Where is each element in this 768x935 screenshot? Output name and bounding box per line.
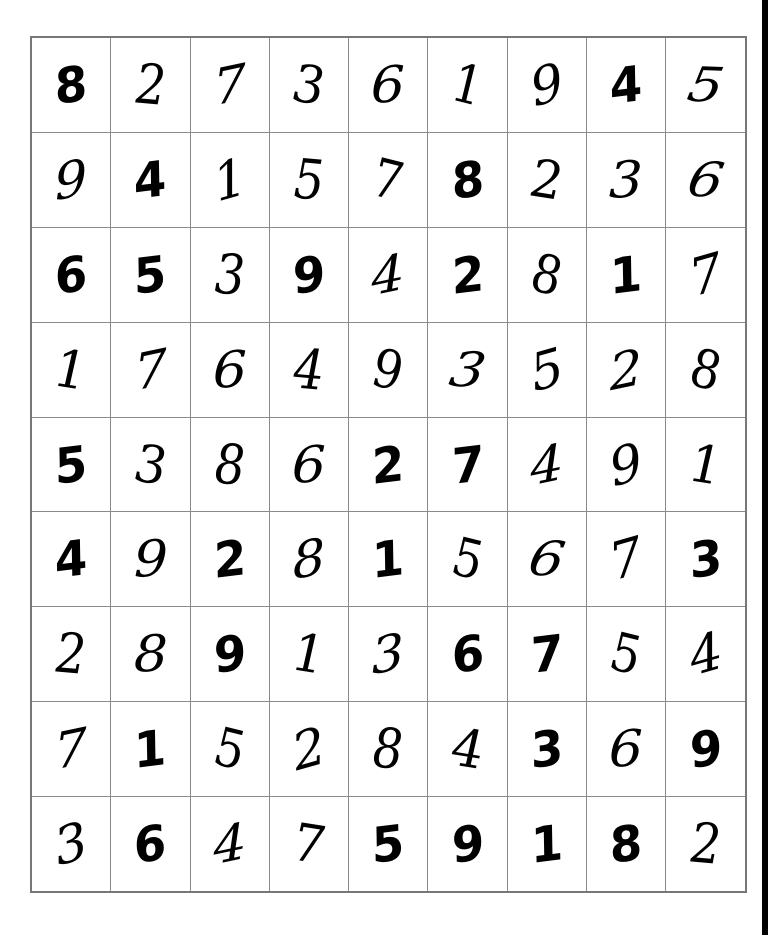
sudoku-cell[interactable]: [190, 322, 269, 417]
sudoku-cell[interactable]: [190, 702, 269, 797]
sudoku-cell[interactable]: [190, 227, 269, 322]
sudoku-cell[interactable]: [666, 702, 746, 797]
sudoku-cell[interactable]: [428, 417, 507, 512]
sudoku-cell[interactable]: [190, 797, 269, 892]
handwritten-digit: 9: [525, 51, 569, 119]
printed-digit: 6: [54, 243, 88, 306]
sudoku-cell-inner: [428, 133, 506, 227]
sudoku-cell[interactable]: [190, 417, 269, 512]
sudoku-cell[interactable]: [428, 512, 507, 607]
sudoku-cell-inner: [191, 418, 269, 512]
sudoku-cell[interactable]: [666, 607, 746, 702]
sudoku-cell-inner: [32, 797, 110, 891]
sudoku-cell[interactable]: [269, 702, 348, 797]
handwritten-digit: 2: [287, 715, 331, 783]
handwritten-digit: 1: [54, 336, 88, 403]
printed-digit: 2: [213, 528, 247, 591]
sudoku-cell-inner: [428, 228, 506, 322]
handwritten-digit: 2: [530, 146, 564, 213]
sudoku-cell-inner: [270, 702, 348, 796]
sudoku-cell-inner: [32, 38, 110, 132]
sudoku-cell-inner: [587, 133, 665, 227]
handwritten-digit: 5: [450, 524, 485, 595]
handwritten-digit: 1: [292, 621, 326, 688]
sudoku-cell[interactable]: [666, 417, 746, 512]
printed-digit: 6: [450, 623, 485, 686]
sudoku-row: [31, 607, 746, 702]
handwritten-digit: 2: [608, 337, 645, 402]
sudoku-cell[interactable]: [349, 227, 428, 322]
sudoku-cell-inner: [191, 133, 269, 227]
sudoku-cell-inner: [111, 323, 189, 417]
sudoku-cell-inner: [270, 38, 348, 132]
sudoku-cell-inner: [270, 797, 348, 891]
sudoku-cell[interactable]: [507, 132, 586, 227]
sudoku-cell-inner: [270, 418, 348, 512]
printed-digit: 1: [530, 813, 564, 875]
handwritten-digit: 4: [528, 432, 565, 497]
sudoku-cell-inner: [32, 702, 110, 796]
sudoku-cell[interactable]: [31, 607, 111, 702]
sudoku-cell-inner: [111, 133, 189, 227]
sudoku-cell-inner: [270, 607, 348, 701]
printed-digit: 1: [133, 718, 168, 780]
handwritten-digit: 7: [292, 811, 326, 877]
handwritten-digit: 2: [55, 620, 87, 688]
handwritten-digit: 6: [524, 531, 570, 588]
sudoku-cell-inner: [587, 512, 665, 606]
handwritten-digit: 4: [450, 716, 485, 783]
printed-digit: 9: [292, 243, 326, 306]
sudoku-cell-inner: [111, 702, 189, 796]
sudoku-cell[interactable]: [666, 37, 746, 132]
printed-digit: 3: [530, 718, 564, 780]
handwritten-digit: 6: [683, 151, 728, 209]
handwritten-digit: 4: [211, 811, 248, 877]
sudoku-cell-inner: [508, 228, 586, 322]
sudoku-cell[interactable]: [111, 37, 190, 132]
sudoku-cell[interactable]: [190, 37, 269, 132]
handwritten-digit: 2: [134, 51, 167, 119]
handwritten-digit: 4: [293, 336, 325, 403]
sudoku-cell[interactable]: [190, 607, 269, 702]
sudoku-row: [31, 37, 746, 132]
sudoku-cell-inner: [349, 607, 427, 701]
printed-digit: 9: [213, 623, 247, 686]
sudoku-cell[interactable]: [269, 417, 348, 512]
sudoku-cell-inner: [191, 512, 269, 606]
handwritten-digit: 6: [609, 719, 644, 780]
sudoku-cell-inner: [111, 512, 189, 606]
sudoku-cell[interactable]: [349, 37, 428, 132]
sudoku-cell[interactable]: [349, 322, 428, 417]
printed-digit: 4: [133, 149, 168, 211]
sudoku-cell[interactable]: [31, 797, 111, 892]
sudoku-cell[interactable]: [269, 37, 348, 132]
sudoku-cell[interactable]: [111, 417, 190, 512]
sudoku-cell[interactable]: [507, 417, 586, 512]
sudoku-cell[interactable]: [587, 797, 666, 892]
sudoku-cell-inner: [349, 133, 427, 227]
sudoku-cell[interactable]: [587, 702, 666, 797]
sudoku-cell-inner: [349, 702, 427, 796]
sudoku-cell-inner: [666, 418, 744, 512]
printed-digit: 7: [450, 433, 485, 496]
sudoku-cell[interactable]: [507, 227, 586, 322]
handwritten-digit: 9: [371, 334, 406, 405]
sudoku-cell-inner: [349, 38, 427, 132]
handwritten-digit: 3: [370, 622, 407, 687]
handwritten-digit: 7: [53, 716, 90, 782]
sudoku-cell-inner: [270, 512, 348, 606]
sudoku-cell[interactable]: [507, 702, 586, 797]
handwritten-digit: 9: [53, 147, 90, 213]
sudoku-cell-inner: [270, 133, 348, 227]
sudoku-cell[interactable]: [349, 512, 428, 607]
sudoku-row: [31, 512, 746, 607]
handwritten-digit: 7: [683, 241, 728, 309]
handwritten-digit: 7: [371, 145, 406, 215]
sudoku-cell[interactable]: [269, 322, 348, 417]
sudoku-cell-inner: [508, 607, 586, 701]
handwritten-digit: 1: [688, 431, 723, 498]
sudoku-cell-inner: [587, 797, 665, 891]
sudoku-cell[interactable]: [666, 797, 746, 892]
sudoku-cell-inner: [349, 797, 427, 891]
sudoku-cell[interactable]: [587, 37, 666, 132]
printed-digit: 5: [54, 433, 88, 496]
sudoku-cell-inner: [191, 607, 269, 701]
sudoku-cell[interactable]: [190, 512, 269, 607]
sudoku-cell-inner: [508, 133, 586, 227]
sudoku-cell[interactable]: [428, 322, 507, 417]
sudoku-cell[interactable]: [428, 702, 507, 797]
handwritten-digit: 3: [133, 431, 168, 498]
sudoku-cell[interactable]: [587, 227, 666, 322]
sudoku-cell-inner: [428, 512, 506, 606]
sudoku-row: [31, 797, 746, 892]
sudoku-cell[interactable]: [269, 607, 348, 702]
printed-digit: 8: [609, 813, 643, 875]
sudoku-cell[interactable]: [269, 227, 348, 322]
handwritten-digit: 8: [530, 239, 564, 310]
sudoku-cell-inner: [508, 323, 586, 417]
sudoku-cell-inner: [587, 702, 665, 796]
printed-digit: 2: [371, 433, 406, 496]
printed-digit: 5: [371, 813, 406, 875]
sudoku-grid-body: [31, 37, 746, 892]
sudoku-cell[interactable]: [349, 702, 428, 797]
sudoku-cell-inner: [191, 797, 269, 891]
sudoku-cell[interactable]: [269, 512, 348, 607]
sudoku-cell[interactable]: [349, 797, 428, 892]
sudoku-cell-inner: [508, 797, 586, 891]
handwritten-digit: 8: [133, 624, 168, 685]
sudoku-cell[interactable]: [587, 417, 666, 512]
printed-digit: 6: [133, 813, 168, 875]
sudoku-row: [31, 702, 746, 797]
handwritten-digit: 5: [525, 335, 569, 404]
sudoku-cell[interactable]: [666, 227, 746, 322]
sudoku-cell[interactable]: [269, 132, 348, 227]
sudoku-cell[interactable]: [587, 322, 666, 417]
sudoku-cell-inner: [587, 323, 665, 417]
printed-digit: 4: [609, 54, 643, 116]
sudoku-cell-inner: [111, 607, 189, 701]
sudoku-cell-inner: [32, 133, 110, 227]
printed-digit: 8: [450, 149, 485, 211]
sudoku-cell-inner: [32, 607, 110, 701]
sudoku-cell-inner: [349, 323, 427, 417]
sudoku-cell[interactable]: [31, 512, 111, 607]
right-edge-bar: [762, 0, 768, 935]
sudoku-cell[interactable]: [111, 702, 190, 797]
sudoku-cell-inner: [349, 512, 427, 606]
sudoku-cell[interactable]: [111, 512, 190, 607]
printed-digit: 1: [609, 243, 643, 306]
handwritten-digit: 3: [213, 241, 246, 309]
sudoku-cell[interactable]: [31, 417, 111, 512]
sudoku-cell[interactable]: [507, 607, 586, 702]
sudoku-cell-inner: [666, 228, 744, 322]
sudoku-row: [31, 132, 746, 227]
sudoku-cell-inner: [349, 228, 427, 322]
sudoku-cell[interactable]: [111, 132, 190, 227]
sudoku-cell[interactable]: [111, 322, 190, 417]
handwritten-digit: 4: [370, 242, 407, 307]
printed-digit: 9: [450, 813, 485, 875]
sudoku-row: [31, 417, 746, 512]
sudoku-cell-inner: [111, 797, 189, 891]
sudoku-cell[interactable]: [349, 607, 428, 702]
sudoku-cell-inner: [32, 418, 110, 512]
sudoku-cell[interactable]: [507, 37, 586, 132]
sudoku-cell-inner: [270, 323, 348, 417]
handwritten-digit: 8: [372, 715, 405, 783]
handwritten-digit: 7: [604, 525, 648, 594]
sudoku-cell[interactable]: [428, 607, 507, 702]
printed-digit: 5: [133, 243, 168, 306]
handwritten-digit: 4: [683, 620, 728, 688]
sudoku-cell-inner: [428, 418, 506, 512]
sudoku-cell-inner: [666, 607, 744, 701]
sudoku-cell-inner: [111, 38, 189, 132]
printed-digit: 4: [54, 528, 88, 591]
sudoku-cell-inner: [428, 797, 506, 891]
sudoku-cell-inner: [32, 512, 110, 606]
sudoku-cell-inner: [191, 38, 269, 132]
printed-digit: 7: [530, 623, 564, 686]
sudoku-cell[interactable]: [587, 132, 666, 227]
sudoku-cell[interactable]: [31, 702, 111, 797]
sudoku-cell-inner: [428, 607, 506, 701]
sudoku-cell-inner: [666, 512, 744, 606]
sudoku-cell[interactable]: [428, 132, 507, 227]
sudoku-cell[interactable]: [111, 227, 190, 322]
sudoku-cell-inner: [111, 228, 189, 322]
handwritten-digit: 5: [683, 56, 728, 114]
sudoku-cell[interactable]: [587, 512, 666, 607]
sudoku-grid-container: [30, 36, 735, 881]
handwritten-digit: 3: [445, 341, 490, 398]
sudoku-cell[interactable]: [31, 227, 111, 322]
handwritten-digit: 7: [211, 52, 248, 118]
sudoku-cell-inner: [32, 228, 110, 322]
sudoku-cell-inner: [428, 323, 506, 417]
sudoku-cell-inner: [191, 323, 269, 417]
sudoku-cell-inner: [666, 702, 744, 796]
sudoku-cell-inner: [349, 418, 427, 512]
handwritten-digit: 5: [609, 619, 643, 690]
handwritten-digit: 7: [132, 337, 169, 402]
sudoku-cell[interactable]: [666, 322, 746, 417]
sudoku-cell-inner: [508, 702, 586, 796]
sudoku-cell[interactable]: [111, 797, 190, 892]
sudoku-cell[interactable]: [111, 607, 190, 702]
handwritten-digit: 8: [688, 334, 723, 405]
sudoku-cell[interactable]: [666, 132, 746, 227]
sudoku-cell-inner: [666, 38, 744, 132]
sudoku-cell-inner: [508, 418, 586, 512]
printed-digit: 2: [450, 243, 485, 306]
sudoku-cell[interactable]: [269, 797, 348, 892]
sudoku-cell[interactable]: [190, 132, 269, 227]
sudoku-cell[interactable]: [507, 797, 586, 892]
handwritten-digit: 3: [49, 810, 93, 878]
handwritten-digit: 2: [689, 810, 722, 878]
sudoku-cell-inner: [111, 418, 189, 512]
sudoku-cell[interactable]: [587, 607, 666, 702]
sudoku-cell-inner: [428, 702, 506, 796]
sudoku-cell-inner: [666, 797, 744, 891]
sudoku-cell-inner: [666, 133, 744, 227]
sudoku-cell[interactable]: [31, 132, 111, 227]
handwritten-digit: 3: [609, 149, 644, 210]
handwritten-digit: 5: [213, 714, 247, 784]
printed-digit: 8: [54, 54, 88, 116]
handwritten-digit: 6: [291, 434, 327, 495]
sudoku-cell-inner: [587, 38, 665, 132]
printed-digit: 1: [371, 528, 406, 591]
handwritten-digit: 8: [213, 431, 246, 498]
sudoku-cell-inner: [587, 607, 665, 701]
sudoku-cell[interactable]: [349, 417, 428, 512]
sudoku-cell-inner: [666, 323, 744, 417]
handwritten-digit: 6: [371, 54, 406, 115]
sudoku-cell-inner: [428, 38, 506, 132]
printed-digit: 3: [688, 528, 723, 591]
handwritten-digit: 3: [292, 52, 326, 118]
handwritten-digit: 8: [291, 527, 328, 592]
sudoku-cell[interactable]: [428, 797, 507, 892]
sudoku-cell[interactable]: [31, 322, 111, 417]
sudoku-cell-inner: [508, 38, 586, 132]
sudoku-cell-inner: [191, 702, 269, 796]
sudoku-row: [31, 227, 746, 322]
sudoku-cell-inner: [191, 228, 269, 322]
sudoku-cell[interactable]: [428, 227, 507, 322]
handwritten-digit: 9: [604, 430, 648, 499]
handwritten-digit: 1: [450, 50, 485, 120]
sudoku-cell-inner: [32, 323, 110, 417]
sudoku-grid: [30, 36, 747, 893]
sudoku-cell[interactable]: [428, 37, 507, 132]
handwritten-digit: 6: [212, 339, 247, 400]
sudoku-cell[interactable]: [349, 132, 428, 227]
sudoku-cell-inner: [587, 228, 665, 322]
sudoku-cell[interactable]: [507, 512, 586, 607]
sudoku-cell[interactable]: [31, 37, 111, 132]
sudoku-row: [31, 322, 746, 417]
sudoku-cell[interactable]: [507, 322, 586, 417]
handwritten-digit: 9: [133, 529, 168, 590]
printed-digit: 9: [688, 718, 723, 780]
handwritten-digit: 5: [293, 146, 325, 214]
sudoku-cell-inner: [270, 228, 348, 322]
sudoku-cell-inner: [587, 418, 665, 512]
sudoku-cell[interactable]: [666, 512, 746, 607]
sudoku-cell-inner: [508, 512, 586, 606]
handwritten-digit: 1: [208, 146, 252, 214]
